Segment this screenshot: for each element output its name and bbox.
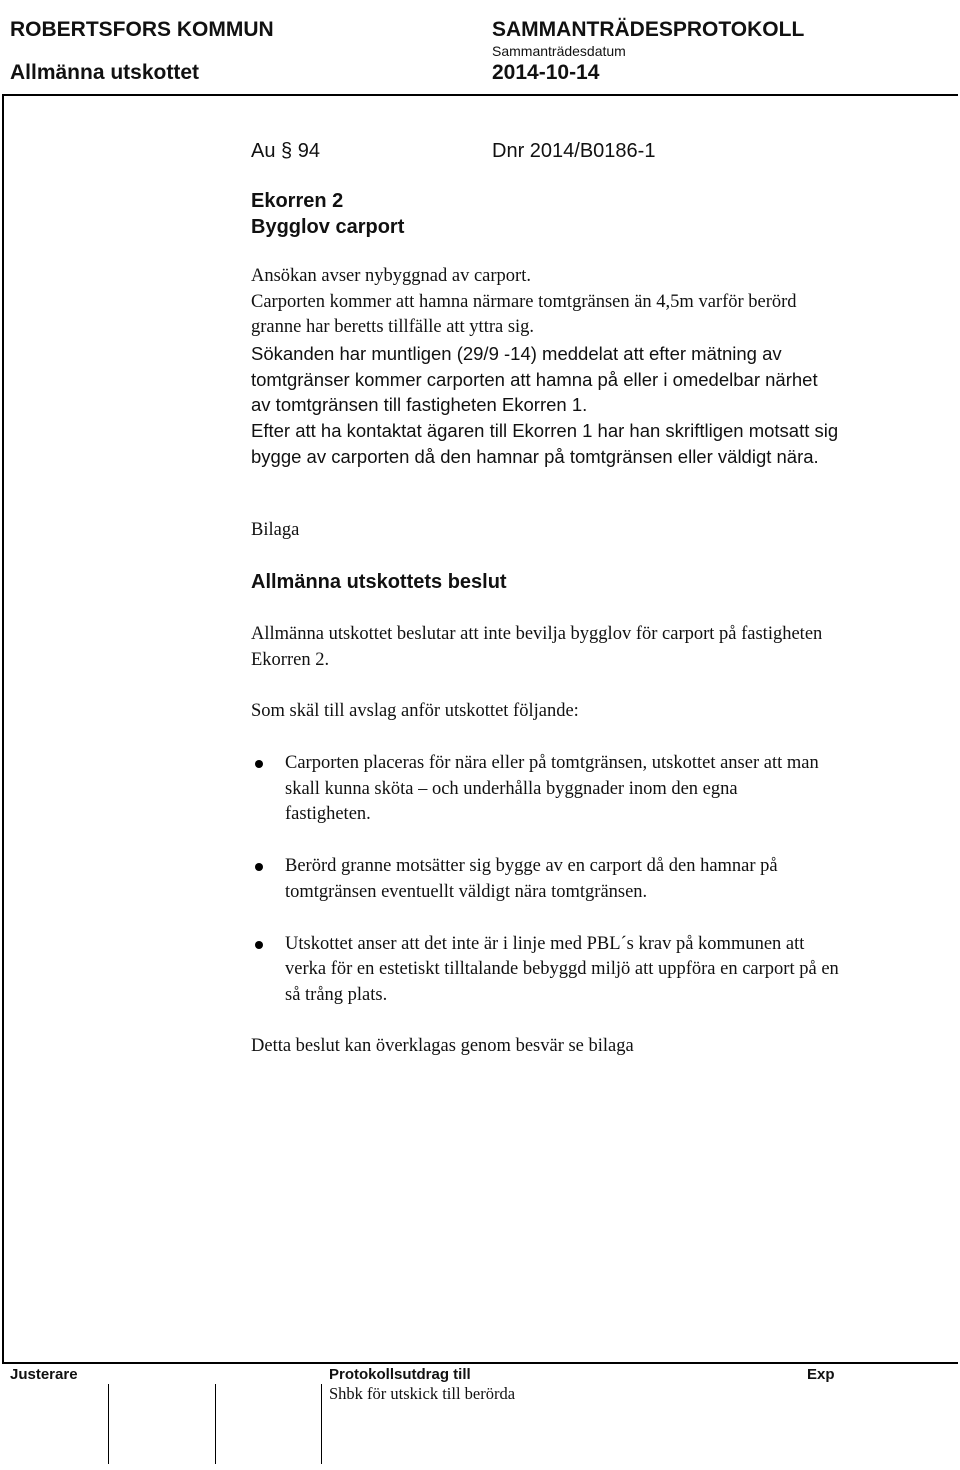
extract-label: Protokollsutdrag till <box>329 1366 471 1383</box>
header-divider <box>2 94 958 96</box>
date-label: Sammanträdesdatum <box>492 43 626 59</box>
case-title-subject: Bygglov carport <box>251 216 405 238</box>
signature-box-divider <box>108 1384 109 1464</box>
bullet-icon <box>255 760 263 768</box>
reasons-intro-block <box>251 699 891 725</box>
decision-heading: Allmänna utskottets beslut <box>251 571 507 593</box>
exp-label: Exp <box>807 1366 835 1383</box>
decision-text: Allmänna utskottet beslutar att inte bevilja bygglov för carport på fastigheten Ekorren 2. <box>251 624 823 670</box>
reason-text: Utskottet anser att det inte är i linje med PBL´s krav på kommunen att verka för en estetiskt tilltalande bebyggd miljö att uppföra en carport på en så trång plats. <box>285 933 839 1005</box>
appeal-note: Detta beslut kan överklagas genom besvär se bilaga <box>251 1036 634 1056</box>
reasons-list <box>251 751 891 1009</box>
appeal-block <box>251 1034 891 1060</box>
paragraph-boundary-distance: Carporten kommer att hamna närmare tomtgränsen än 4,5m varför berörd granne har beretts tillfälle att yttra sig. <box>251 291 797 338</box>
applicant-section <box>251 341 891 470</box>
list-item <box>251 751 825 828</box>
committee-name: Allmänna utskottet <box>10 61 200 84</box>
reason-text: Carporten placeras för nära eller på tomtgränsen, utskottet anser att man skall kunna sköta – och underhålla byggnader inom den egna fastigheten. <box>285 753 819 825</box>
list-item <box>251 854 845 905</box>
attachment-label: Bilaga <box>251 520 300 540</box>
bullet-icon <box>255 863 263 871</box>
signature-box-divider <box>215 1384 216 1464</box>
footer-divider <box>2 1362 958 1364</box>
signature-box-divider <box>321 1384 322 1464</box>
case-title-property: Ekorren 2 <box>251 190 344 212</box>
extract-recipient: Shbk för utskick till berörda <box>329 1384 516 1403</box>
reason-text: Berörd granne motsätter sig bygge av en carport då den hamnar på tomtgränsen eventuellt väldigt nära tomtgränsen. <box>285 856 778 902</box>
document-type: SAMMANTRÄDESPROTOKOLL <box>492 18 805 41</box>
background-section <box>251 264 891 341</box>
organization-name: ROBERTSFORS KOMMUN <box>10 18 274 41</box>
diary-number: Dnr 2014/B0186-1 <box>492 140 656 162</box>
adjusters-label: Justerare <box>10 1366 78 1383</box>
case-number: Au § 94 <box>251 140 320 162</box>
reasons-intro: Som skäl till avslag anför utskottet följande: <box>251 701 579 721</box>
bullet-icon <box>255 941 263 949</box>
paragraph-application: Ansökan avser nybyggnad av carport. <box>251 266 531 286</box>
meeting-date: 2014-10-14 <box>492 61 600 84</box>
decision-section <box>251 622 891 673</box>
paragraph-applicant-statement: Sökanden har muntligen (29/9 -14) meddelat att efter mätning av tomtgränser kommer carporten att hamna på eller i omedelbar närhet av tomtgränsen till fastigheten Ekorren 1. <box>251 343 818 416</box>
left-margin-rule <box>2 94 4 1362</box>
list-item <box>251 932 845 1009</box>
paragraph-neighbour-objection: Efter att ha kontaktat ägaren till Ekorren 1 har han skriftligen motsatt sig bygge av carporten då den hamnar på tomtgränsen eller väldigt nära. <box>251 420 839 467</box>
